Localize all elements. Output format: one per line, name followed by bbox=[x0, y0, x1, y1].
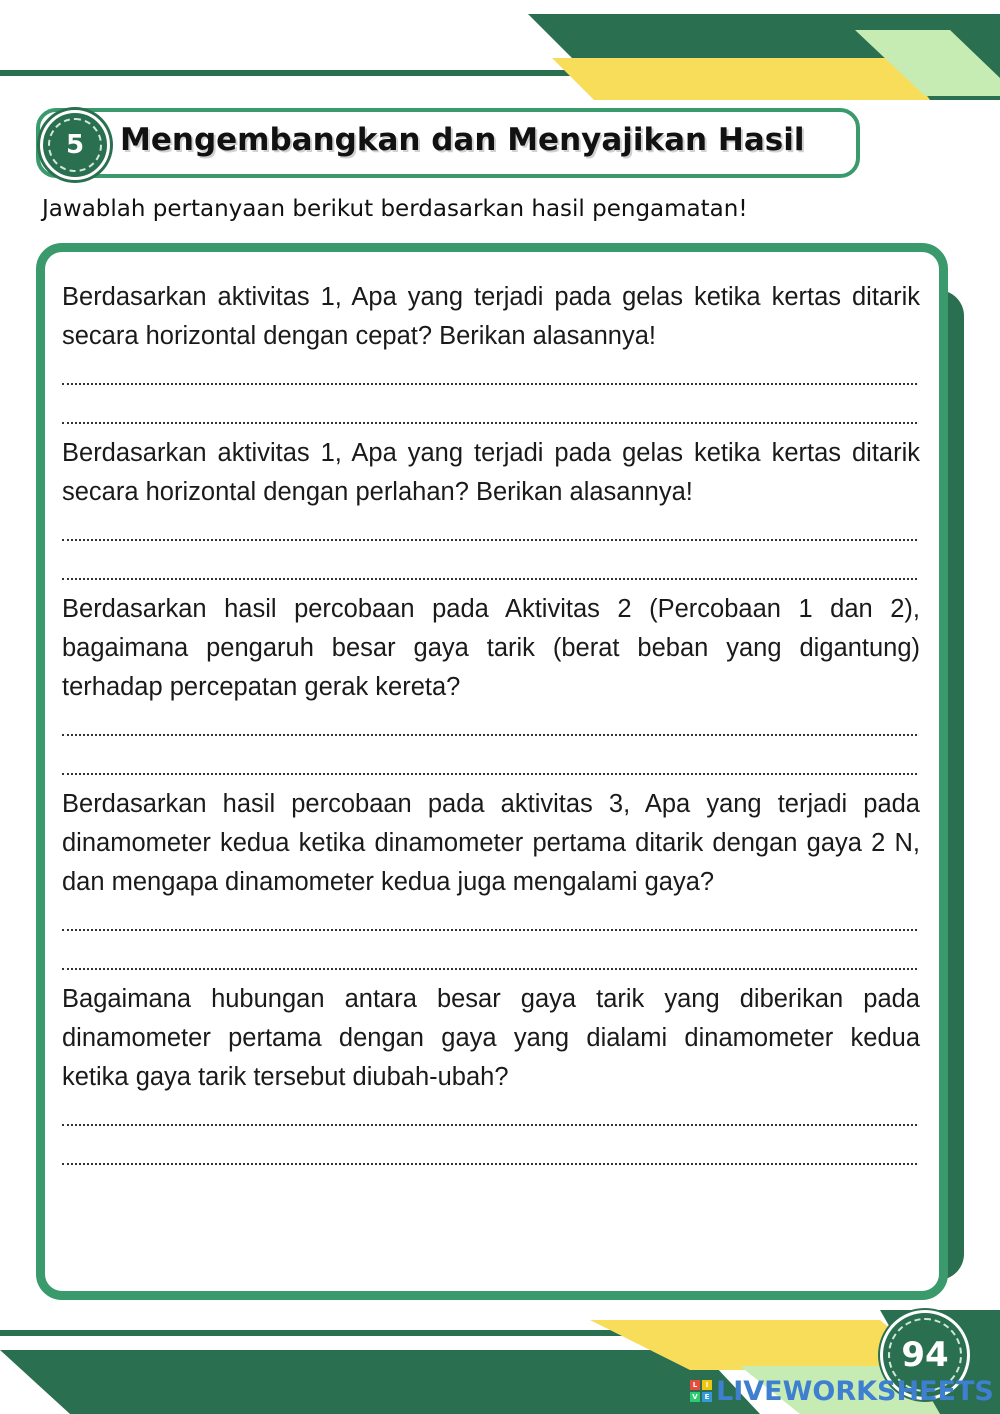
page-number: 94 bbox=[901, 1335, 949, 1375]
question-item bbox=[62, 980, 920, 1175]
watermark-text: LIVEWORKSHEETS bbox=[716, 1375, 994, 1407]
question-item bbox=[62, 590, 920, 785]
question-text: Berdasarkan hasil percobaan pada Aktivitas 2 (Percobaan 1 dan 2), bagaimana pengaruh besar gaya tarik (berat beban yang digantung) terhadap percepatan gerak kereta? bbox=[62, 595, 920, 701]
question-text: Berdasarkan hasil percobaan pada aktivitas 3, Apa yang terjadi pada dinamometer kedua ketika dinamometer pertama ditarik dengan gaya 2 N, dan mengapa dinamometer kedua juga mengalami gaya? bbox=[62, 790, 920, 896]
liveworksheets-watermark bbox=[690, 1373, 994, 1409]
top-decoration bbox=[0, 0, 1000, 110]
section-number-badge bbox=[40, 110, 110, 180]
answer-line[interactable] bbox=[62, 512, 917, 551]
question-text: Bagaimana hubungan antara besar gaya tarik yang diberikan pada dinamometer pertama dengan gaya yang dialami dinamometer kedua ketika gaya tarik tersebut diubah-ubah? bbox=[62, 985, 920, 1091]
question-text: Berdasarkan aktivitas 1, Apa yang terjadi pada gelas ketika kertas ditarik secara horizontal dengan perlahan? Berikan alasannya! bbox=[62, 439, 920, 506]
answer-line[interactable] bbox=[62, 1136, 917, 1175]
instruction-text: Jawablah pertanyaan berikut berdasarkan hasil pengamatan! bbox=[42, 196, 748, 222]
section-heading bbox=[36, 108, 860, 178]
answer-line[interactable] bbox=[62, 356, 917, 395]
question-item bbox=[62, 278, 920, 434]
answer-line[interactable] bbox=[62, 902, 917, 941]
section-title: Mengembangkan dan Menyajikan Hasil bbox=[120, 122, 805, 158]
question-item bbox=[62, 434, 920, 590]
answer-line[interactable] bbox=[62, 395, 917, 434]
answer-line[interactable] bbox=[62, 941, 917, 980]
questions-list bbox=[62, 278, 920, 1175]
answer-line[interactable] bbox=[62, 746, 917, 785]
answer-line[interactable] bbox=[62, 707, 917, 746]
answer-line[interactable] bbox=[62, 551, 917, 590]
liveworksheets-logo-icon: L I V E bbox=[690, 1380, 712, 1402]
section-number: 5 bbox=[65, 130, 85, 160]
answer-line[interactable] bbox=[62, 1097, 917, 1136]
question-item bbox=[62, 785, 920, 980]
question-text: Berdasarkan aktivitas 1, Apa yang terjadi pada gelas ketika kertas ditarik secara horizontal dengan cepat? Berikan alasannya! bbox=[62, 283, 920, 350]
